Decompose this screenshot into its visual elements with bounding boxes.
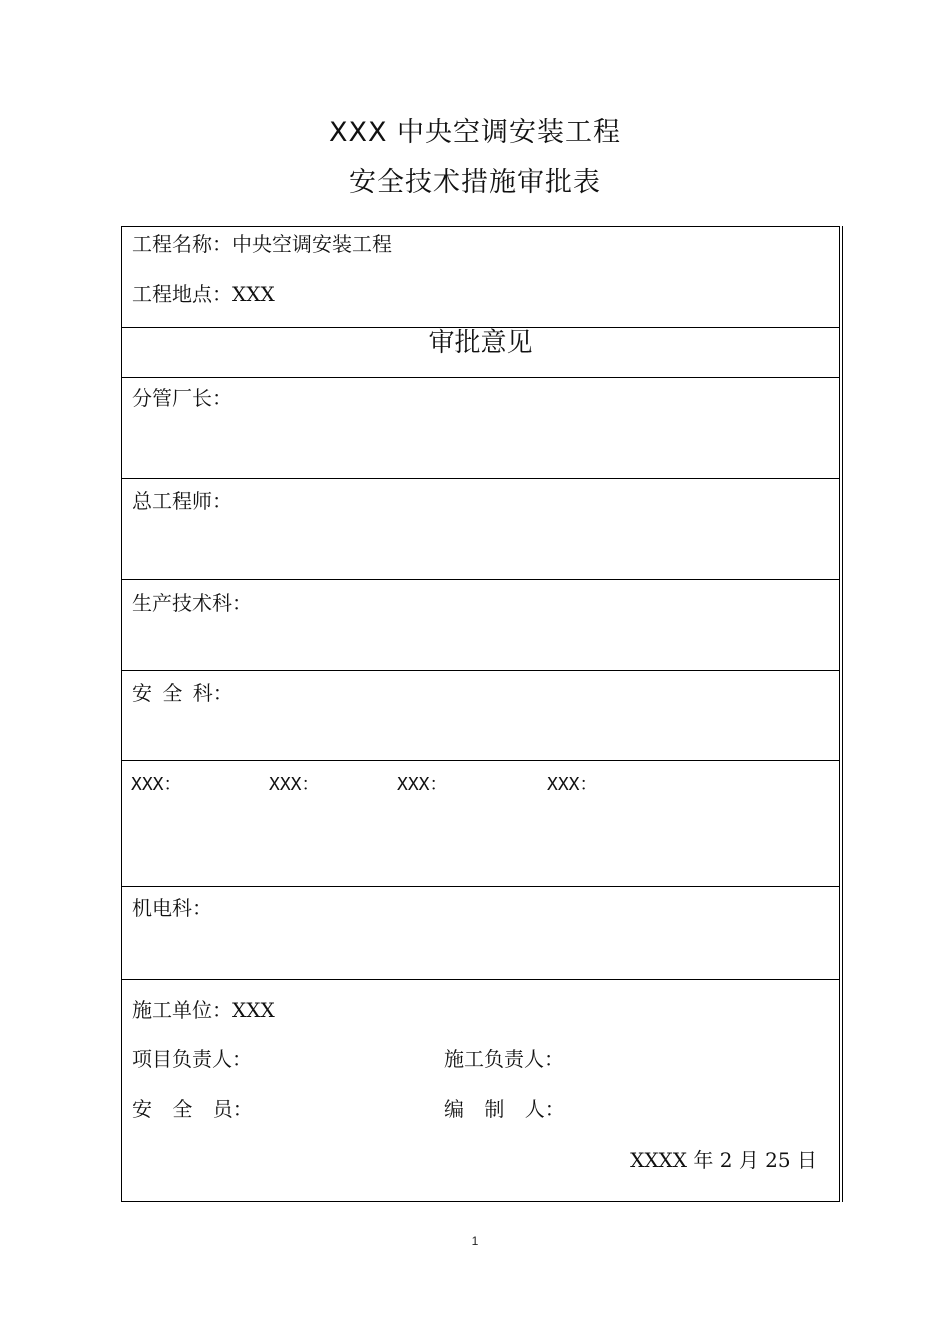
project-location: 工程地点：XXX — [132, 282, 275, 306]
safety-dept-row — [122, 671, 839, 761]
document-subtitle: 安全技术措施审批表 — [349, 167, 601, 198]
construction-unit: 施工单位：XXX — [132, 998, 275, 1022]
xxx-label-1: XXX： — [131, 774, 182, 795]
xxx-signoff-row — [122, 761, 839, 887]
construction-leader-label: 施工负责人： — [444, 1047, 564, 1071]
factory-manager-row — [122, 378, 839, 479]
safety-dept-label: 安 全 科： — [132, 681, 233, 705]
safety-officer-label: 安 全 员： — [132, 1097, 253, 1121]
mech-elec-label: 机电科： — [132, 896, 212, 920]
approval-header: 审批意见 — [428, 328, 533, 358]
document-title: XXX 中央空调安装工程 — [328, 117, 622, 148]
xxx-label-3: XXX： — [397, 774, 448, 795]
compiler-label: 编 制 人： — [444, 1097, 565, 1121]
page-number: 1 — [471, 1234, 479, 1248]
document-date: XXXX 年 2 月 25 日 — [630, 1148, 817, 1172]
mech-elec-row — [122, 887, 839, 980]
chief-engineer-label: 总工程师： — [132, 489, 232, 513]
production-tech-label: 生产技术科： — [132, 591, 252, 615]
production-tech-row — [122, 580, 839, 671]
xxx-label-4: XXX： — [547, 774, 598, 795]
chief-engineer-row — [122, 479, 839, 580]
project-name: 工程名称：中央空调安装工程 — [132, 232, 392, 256]
project-info-row — [122, 227, 839, 328]
project-leader-label: 项目负责人： — [132, 1047, 252, 1071]
construction-row — [122, 980, 839, 1202]
approval-table — [121, 226, 840, 1202]
factory-manager-label: 分管厂长： — [132, 386, 232, 410]
xxx-label-2: XXX： — [269, 774, 320, 795]
approval-header-row — [122, 328, 839, 378]
